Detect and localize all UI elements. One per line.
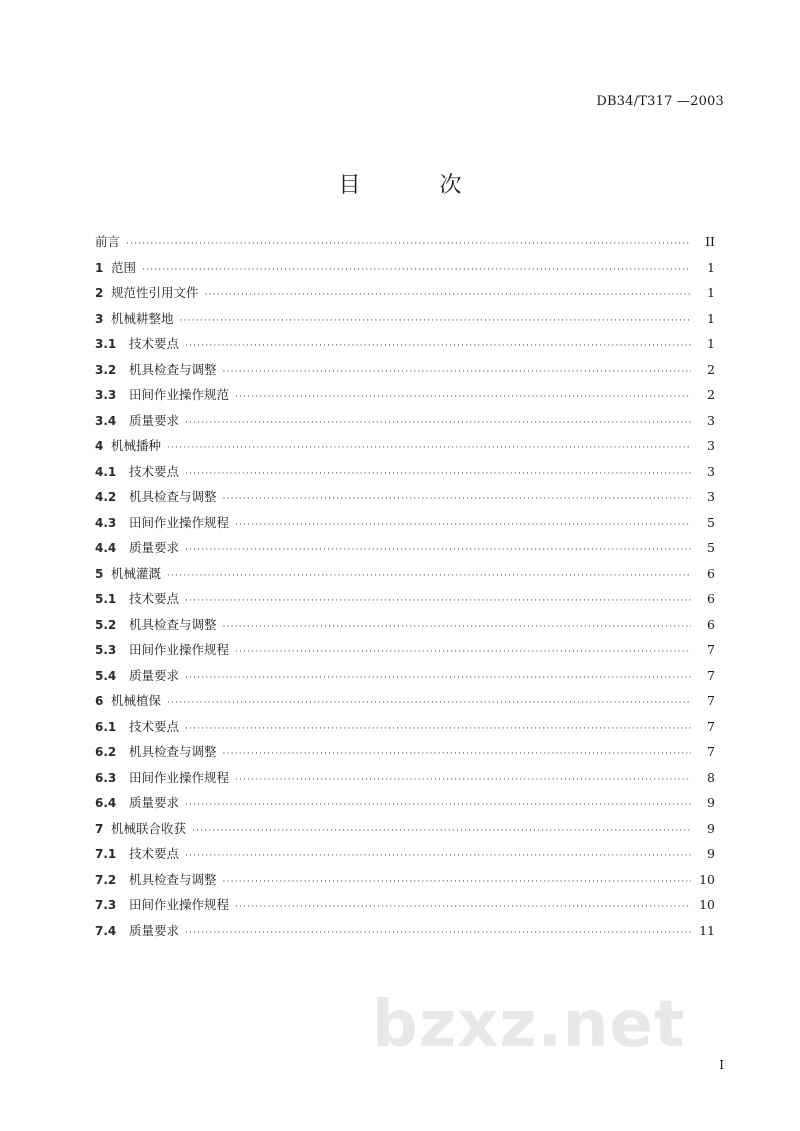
toc-entry-page: 2 xyxy=(707,361,715,377)
page-title: 目 次 xyxy=(338,173,498,198)
toc-entry-page: 1 xyxy=(707,259,715,275)
toc-entry-page: 10 xyxy=(699,871,715,887)
toc-entry-label: 质量要求 xyxy=(129,412,180,428)
toc-leader-dots xyxy=(235,520,691,530)
toc-entry-number: 7.1 xyxy=(95,847,117,861)
toc-entry-number: 7 xyxy=(95,821,104,836)
toc-entry-label: 机具检查与调整 xyxy=(129,616,217,632)
toc-leader-dots xyxy=(185,545,691,555)
toc-leader-dots xyxy=(185,928,691,938)
toc-entry-label: 机具检查与调整 xyxy=(129,744,217,759)
toc-entry[interactable] xyxy=(95,487,715,513)
toc-entry-page: 9 xyxy=(707,795,715,810)
toc-entry-page: 3 xyxy=(707,438,715,453)
toc-entry-page: 5 xyxy=(707,514,715,530)
toc-leader-dots xyxy=(185,724,691,734)
toc-entry-page: 8 xyxy=(707,769,715,785)
page-number: I xyxy=(719,1058,724,1072)
toc-entry-label: 技术要点 xyxy=(129,463,180,479)
toc-entry[interactable] xyxy=(95,615,715,641)
toc-leader-dots xyxy=(185,469,691,479)
toc-entry[interactable] xyxy=(95,742,715,768)
toc-entry-page: 2 xyxy=(707,387,715,402)
toc-leader-dots xyxy=(235,775,691,785)
toc-leader-dots xyxy=(223,367,691,377)
toc-leader-dots xyxy=(223,622,691,632)
toc-entry[interactable] xyxy=(95,283,715,309)
toc-entry[interactable] xyxy=(95,819,715,845)
toc-entry[interactable] xyxy=(95,895,715,921)
toc-entry-label: 机械联合收获 xyxy=(111,820,187,836)
toc-entry-label: 机具检查与调整 xyxy=(129,361,217,377)
toc-entry[interactable] xyxy=(95,309,715,335)
toc-entry-label: 机械植保 xyxy=(111,693,162,708)
toc-entry[interactable] xyxy=(95,691,715,717)
toc-entry-page: 3 xyxy=(707,489,715,504)
toc-entry-number: 3.1 xyxy=(95,337,117,351)
toc-entry-label: 质量要求 xyxy=(129,540,180,555)
toc-entry-number: 6 xyxy=(95,694,104,708)
toc-entry-label: 田间作业操作规程 xyxy=(129,642,230,657)
toc-leader-dots xyxy=(185,341,691,351)
toc-entry-number: 3 xyxy=(95,311,104,326)
toc-entry[interactable] xyxy=(95,844,715,870)
toc-leader-dots xyxy=(185,673,691,683)
toc-entry-label: 技术要点 xyxy=(129,336,180,351)
toc-entry-page: 3 xyxy=(707,412,715,428)
toc-entry-number: 7.3 xyxy=(95,898,117,912)
toc-entry-label: 机械播种 xyxy=(111,438,162,453)
toc-entry-page: 7 xyxy=(707,667,715,683)
toc-entry-page: 6 xyxy=(707,616,715,632)
toc-entry[interactable] xyxy=(95,589,715,615)
toc-entry-page: 1 xyxy=(707,285,715,300)
toc-entry[interactable] xyxy=(95,411,715,437)
toc-leader-dots xyxy=(185,800,691,810)
toc-entry-label: 技术要点 xyxy=(129,718,180,734)
toc-entry-page: 5 xyxy=(707,540,715,555)
toc-entry-number: 4.4 xyxy=(95,541,117,555)
toc-entry[interactable] xyxy=(95,793,715,819)
toc-entry[interactable] xyxy=(95,513,715,539)
toc-entry-number: 1 xyxy=(95,260,104,275)
toc-entry[interactable] xyxy=(95,640,715,666)
toc-entry-page: II xyxy=(705,234,715,249)
toc-entry-number: 4 xyxy=(95,439,104,453)
toc-entry[interactable] xyxy=(95,258,715,284)
toc-entry[interactable] xyxy=(95,436,715,462)
toc-entry-label: 田间作业操作规范 xyxy=(129,387,230,402)
toc-entry-number: 7.4 xyxy=(95,923,117,938)
toc-leader-dots xyxy=(167,698,691,708)
toc-entry-number: 3.2 xyxy=(95,362,117,377)
toc-entry-number: 5.4 xyxy=(95,668,117,683)
toc-entry-label: 范围 xyxy=(111,259,137,275)
toc-entry-number: 6.2 xyxy=(95,745,117,759)
toc-entry[interactable] xyxy=(95,717,715,743)
toc-entry-number: 5.2 xyxy=(95,617,117,632)
toc-entry-label: 机具检查与调整 xyxy=(129,489,217,504)
toc-entry-label: 田间作业操作规程 xyxy=(129,897,230,912)
toc-entry[interactable] xyxy=(95,768,715,794)
toc-leader-dots xyxy=(167,571,691,581)
toc-leader-dots xyxy=(180,316,691,326)
toc-entry-label: 机具检查与调整 xyxy=(129,871,217,887)
toc-entry-number: 5 xyxy=(95,566,104,581)
toc-entry[interactable] xyxy=(95,334,715,360)
toc-entry-page: 1 xyxy=(707,336,715,351)
toc-entry-label: 机械耕整地 xyxy=(111,310,174,326)
toc-leader-dots xyxy=(185,418,691,428)
toc-entry-page: 7 xyxy=(707,718,715,734)
toc-entry-label: 规范性引用文件 xyxy=(111,285,199,300)
toc-entry-number: 2 xyxy=(95,286,104,300)
toc-leader-dots xyxy=(223,877,691,887)
toc-entry-label: 技术要点 xyxy=(129,591,180,606)
toc-entry[interactable] xyxy=(95,360,715,386)
toc-entry-label: 质量要求 xyxy=(129,795,180,810)
toc-entry[interactable] xyxy=(95,870,715,896)
toc-entry[interactable] xyxy=(95,462,715,488)
toc-entry-page: 7 xyxy=(707,693,715,708)
toc-leader-dots xyxy=(192,826,691,836)
toc-entry-page: 7 xyxy=(707,642,715,657)
document-code: DB34/T317 —2003 xyxy=(596,94,724,109)
watermark: bzxz.net xyxy=(372,988,686,1062)
toc-entry-number: 6.1 xyxy=(95,719,117,734)
toc-leader-dots xyxy=(126,239,691,249)
toc-leader-dots xyxy=(223,749,691,759)
toc-leader-dots xyxy=(205,290,691,300)
toc-entry-number: 5.1 xyxy=(95,592,117,606)
toc-entry-page: 11 xyxy=(699,922,715,938)
toc-entry-page: 10 xyxy=(699,897,715,912)
toc-entry[interactable] xyxy=(95,564,715,590)
toc-leader-dots xyxy=(142,265,691,275)
toc-leader-dots xyxy=(235,392,691,402)
toc-entry-page: 6 xyxy=(707,591,715,606)
toc-leader-dots xyxy=(185,596,691,606)
toc-entry-label: 质量要求 xyxy=(129,922,180,938)
toc-entry-number: 5.3 xyxy=(95,643,117,657)
toc-entry[interactable] xyxy=(95,538,715,564)
toc-leader-dots xyxy=(167,443,691,453)
toc-leader-dots xyxy=(235,902,691,912)
toc-entry-number: 4.2 xyxy=(95,490,117,504)
toc-leader-dots xyxy=(235,647,691,657)
toc-entry-page: 9 xyxy=(707,846,715,861)
toc-entry[interactable] xyxy=(95,385,715,411)
toc-entry-label: 田间作业操作规程 xyxy=(129,514,230,530)
toc-entry-number: 4.1 xyxy=(95,464,117,479)
toc-entry-label: 前言 xyxy=(95,234,121,249)
toc-entry[interactable] xyxy=(95,921,715,947)
toc-leader-dots xyxy=(223,494,691,504)
toc-entry-number: 6.3 xyxy=(95,770,117,785)
toc-entry-page: 3 xyxy=(707,463,715,479)
toc-leader-dots xyxy=(185,851,691,861)
toc-entry-label: 质量要求 xyxy=(129,667,180,683)
toc-entry-number: 3.4 xyxy=(95,413,117,428)
toc-entry-page: 9 xyxy=(707,820,715,836)
toc-entry-number: 3.3 xyxy=(95,388,117,402)
toc-entry-page: 6 xyxy=(707,565,715,581)
toc-entry-page: 1 xyxy=(707,310,715,326)
toc-entry[interactable] xyxy=(95,666,715,692)
toc-entry-number: 4.3 xyxy=(95,515,117,530)
toc-entry-number: 6.4 xyxy=(95,796,117,810)
table-of-contents xyxy=(95,232,715,946)
toc-entry-page: 7 xyxy=(707,744,715,759)
toc-entry-label: 田间作业操作规程 xyxy=(129,769,230,785)
toc-entry-number: 7.2 xyxy=(95,872,117,887)
toc-entry-label: 机械灌溉 xyxy=(111,565,162,581)
toc-entry-label: 技术要点 xyxy=(129,846,180,861)
toc-entry[interactable] xyxy=(95,232,715,258)
